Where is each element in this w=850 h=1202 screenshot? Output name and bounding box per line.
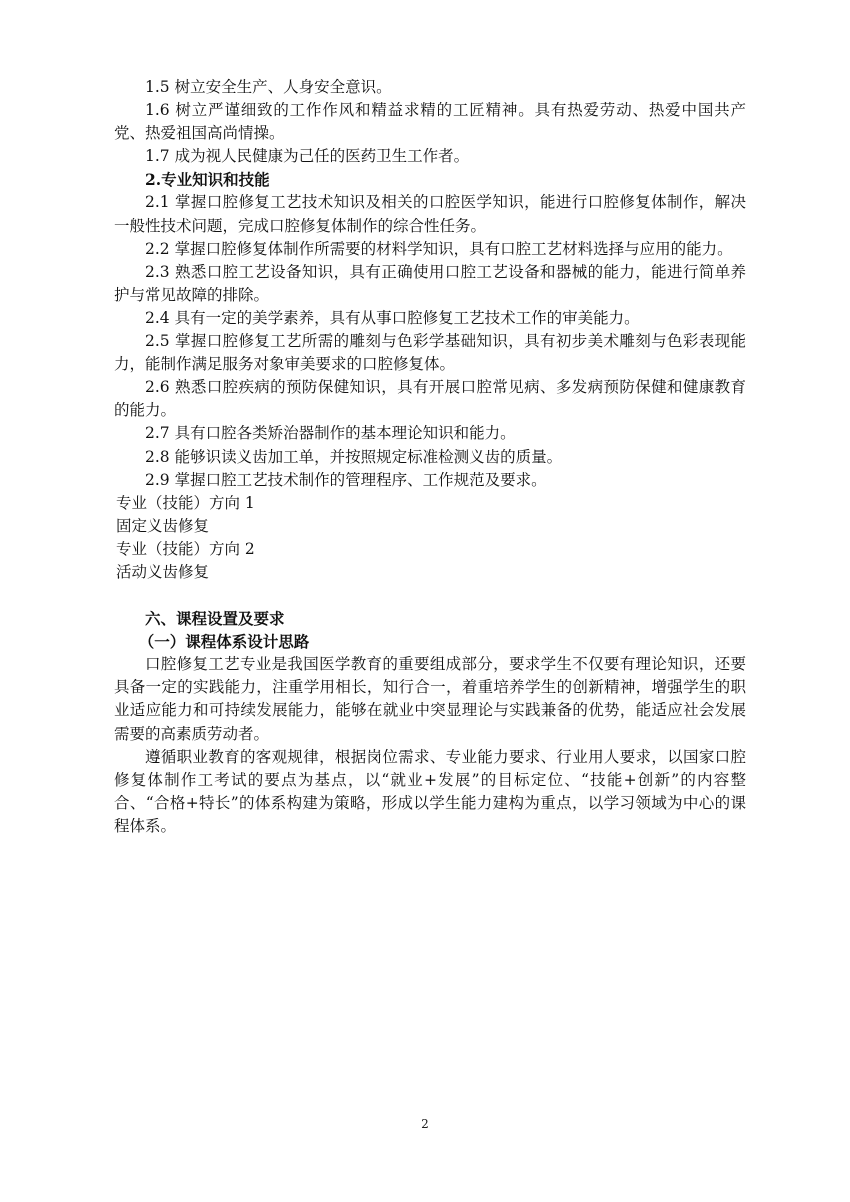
item-2-1: 2.1 掌握口腔修复工艺技术知识及相关的口腔医学知识，能进行口腔修复体制作，解决一般性技术问题，完成口腔修复体制作的综合性任务。 <box>114 193 746 235</box>
paragraph-1-7: 1.7 成为视人民健康为己任的医药卫生工作者。 <box>145 147 470 166</box>
direction-1-label: 专业（技能）方向 1 <box>116 493 255 512</box>
item-2-2: 2.2 掌握口腔修复体制作所需要的材料学知识，具有口腔工艺材料选择与应用的能力。 <box>145 239 733 258</box>
direction-1-value: 固定义齿修复 <box>116 516 210 535</box>
item-2-9: 2.9 掌握口腔工艺技术制作的管理程序、工作规范及要求。 <box>145 470 547 489</box>
page-number: 2 <box>421 1117 429 1131</box>
document-body <box>114 76 746 838</box>
paragraph-1-5: 1.5 树立安全生产、人身安全意识。 <box>145 78 392 96</box>
section-6-paragraph-2: 遵循职业教育的客观规律，根据岗位需求、专业能力要求、行业用人要求，以国家口腔修复体制作工考试的要点为基点，以“就业+发展”的目标定位、“技能+创新”的内容整合、“合格+特长”的体系构建为策略，形成以学生能力建构为重点，以学习领域为中心的课程体系。 <box>114 747 746 835</box>
section-6-title: 六、课程设置及要求 <box>145 609 285 629</box>
item-2-7: 2.7 具有口腔各类矫治器制作的基本理论知识和能力。 <box>145 424 516 443</box>
item-2-4: 2.4 具有一定的美学素养，具有从事口腔修复工艺技术工作的审美能力。 <box>145 308 640 327</box>
section-6-subtitle: （一）课程体系设计思路 <box>138 632 310 652</box>
section-spacer <box>114 584 746 607</box>
item-2-8: 2.8 能够识读义齿加工单，并按照规定标准检测义齿的质量。 <box>145 447 563 466</box>
direction-2-label: 专业（技能）方向 2 <box>116 539 255 558</box>
item-2-6: 2.6 熟悉口腔疾病的预防保健知识，具有开展口腔常见病、多发病预防保健和健康教育的能力。 <box>114 378 746 420</box>
item-2-5: 2.5 掌握口腔修复工艺所需的雕刻与色彩学基础知识，具有初步美术雕刻与色彩表现能力，能制作满足服务对象审美要求的口腔修复体。 <box>114 332 746 374</box>
section-2-title: 2.专业知识和技能 <box>145 170 270 190</box>
direction-2-value: 活动义齿修复 <box>116 562 210 581</box>
paragraph-1-6: 1.6 树立严谨细致的工作作风和精益求精的工匠精神。具有热爱劳动、热爱中国共产党、热爱祖国高尚情操。 <box>114 101 746 143</box>
section-6-paragraph-1: 口腔修复工艺专业是我国医学教育的重要组成部分，要求学生不仅要有理论知识，还要具备一定的实践能力，注重学用相长，知行合一，着重培养学生的创新精神，增强学生的职业适应能力和可持续发展能力，能够在就业中突显理论与实践兼备的优势，能适应社会发展需要的高素质劳动者。 <box>114 655 746 743</box>
item-2-3: 2.3 熟悉口腔工艺设备知识，具有正确使用口腔工艺设备和器械的能力，能进行简单养护与常见故障的排除。 <box>114 262 746 304</box>
